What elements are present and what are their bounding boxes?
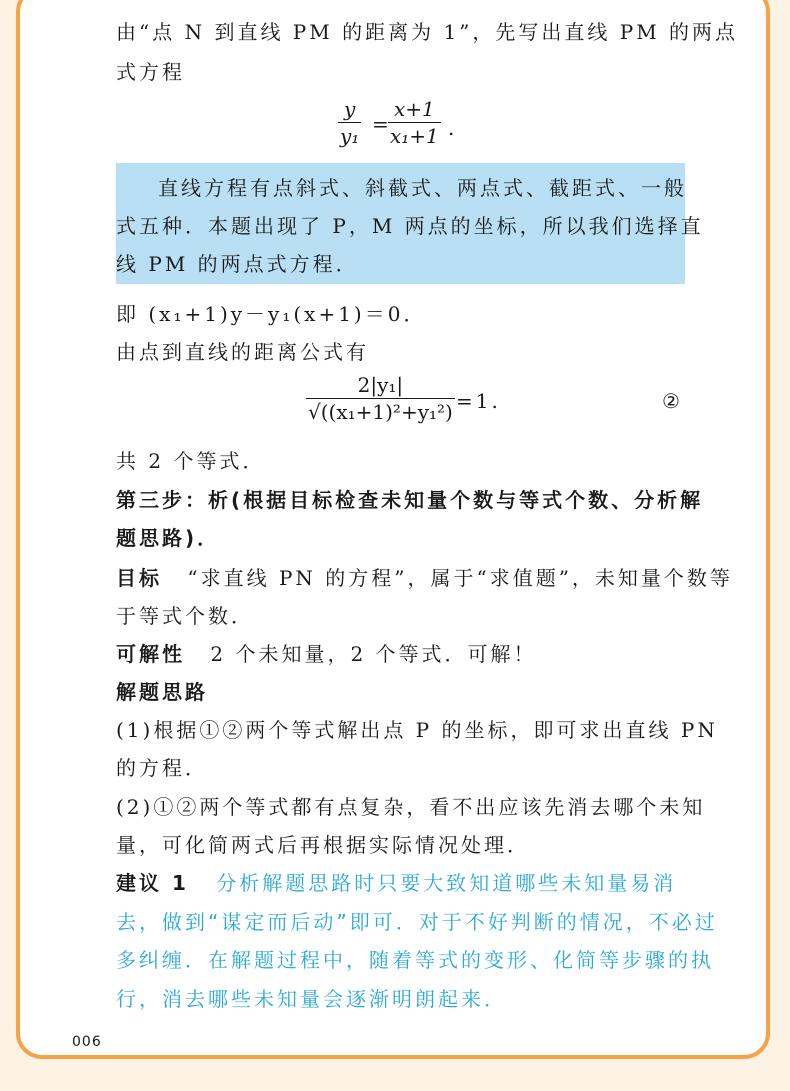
text-line: 式方程	[116, 60, 185, 84]
suggestion-line: 多纠缠．在解题过程中，随着等式的变形、化简等步骤的执	[116, 948, 714, 972]
numerator: y	[344, 97, 356, 121]
numerator: x+1	[394, 97, 435, 121]
equals-sign: =	[372, 112, 392, 136]
step-heading: 题思路)．	[116, 526, 221, 550]
suggestion-line: 去，做到“谋定而后动”即可．对于不好判断的情况，不必过	[116, 910, 718, 934]
suggestion-line	[116, 869, 676, 897]
solvability-line	[116, 640, 537, 668]
period: .	[448, 116, 458, 140]
note-line: 直线方程有点斜式、斜截式、两点式、截距式、一般	[158, 176, 687, 200]
suggestion-line: 行，消去哪些未知量会逐渐明朗起来．	[116, 987, 507, 1011]
note-line: 式五种．本题出现了 P，M 两点的坐标，所以我们选择直	[116, 214, 704, 238]
suggestion-label: 建议 1	[116, 871, 189, 895]
denominator: y₁	[340, 124, 360, 148]
text-line: 的方程．	[116, 756, 208, 780]
denominator: x₁+1	[390, 124, 439, 148]
denominator: √((x₁+1)²+y₁²)	[308, 400, 453, 424]
solvability-text: 2 个未知量，2 个等式．可解！	[210, 642, 537, 666]
distance-formula-fraction	[306, 372, 455, 425]
suggestion-text: 分析解题思路时只要大致知道哪些未知量易消	[216, 871, 677, 895]
equation-fraction-left	[338, 96, 361, 149]
section-heading: 解题思路	[116, 680, 208, 704]
goal-text: “求直线 PN 的方程”，属于“求值题”，未知量个数等	[187, 566, 733, 590]
step-heading: 第三步：析(根据目标检查未知量个数与等式个数、分析解	[116, 488, 704, 512]
text-line: (1)根据①②两个等式解出点 P 的坐标，即可求出直线 PN	[116, 718, 718, 742]
text-line: (2)①②两个等式都有点复杂，看不出应该先消去哪个未知	[116, 795, 706, 819]
equals-one: =1.	[456, 389, 501, 413]
text-line: 于等式个数．	[116, 604, 254, 628]
note-line: 线 PM 的两点式方程．	[116, 252, 359, 276]
equation-fraction-right	[388, 96, 441, 149]
goal-line	[116, 564, 733, 592]
page-number: 006	[72, 1034, 102, 1050]
numerator: 2|y₁|	[357, 373, 404, 397]
solvability-label: 可解性	[116, 642, 185, 666]
text-line: 即 (x₁+1)y－y₁(x+1)＝0．	[116, 302, 427, 326]
text-line: 共 2 个等式．	[116, 449, 266, 473]
equation-tag: ②	[662, 389, 683, 413]
text-line: 由点到直线的距离公式有	[116, 340, 369, 364]
text-line: 量，可化简两式后再根据实际情况处理．	[116, 833, 530, 857]
goal-label: 目标	[116, 566, 162, 590]
text-line: 由“点 N 到直线 PM 的距离为 1”，先写出直线 PM 的两点	[116, 20, 739, 44]
